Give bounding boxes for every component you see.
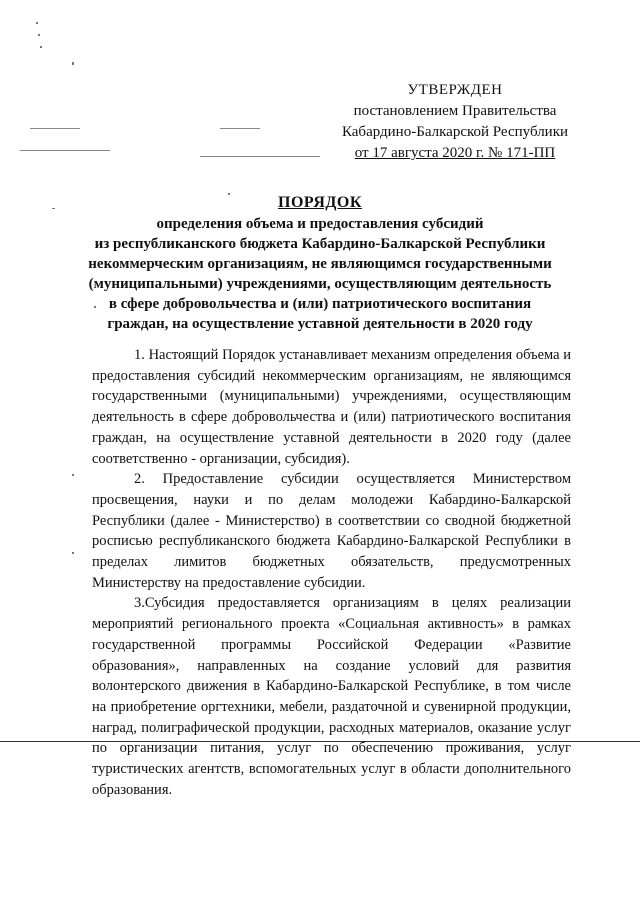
- paragraph: 2. Предоставление субсидии осуществляется Министерством просвещения, науки и по делам молодежи Кабардино-Балкарской Республики (далее - Министерство) в соответствии со сводной бюджетной росписью республиканского бюджета Кабардино-Балкарской Республики в пределах лимитов бюджетных обязательств, предусмотренных Министерству на предоставление субсидии.: [92, 471, 571, 591]
- scan-speck: [36, 22, 38, 24]
- scan-speck: [72, 474, 74, 476]
- paragraph: 3.Субсидия предоставляется организациям в целях реализации мероприятий регионального проекта «Социальная активность» в рамках государственной программы Российской Федерации «Развитие образования», направленных на создание условий для развития волонтерского движения в Кабардино-Балкарской Республике, в том числе на приобретение оргтехники, мебели, раздаточной и сувенирной продукции, наград, полиграфической продукции, расходных материалов, оказание услуг по организации питания, услуг по обеспечению проживания, услуг туристических агентств, вспомогательных услуг в области дополнительного образования.: [92, 595, 571, 798]
- document-title: [70, 193, 570, 334]
- scan-dash: [30, 128, 80, 129]
- title-line: в сфере добровольчества и (или) патриотического воспитания: [108, 296, 532, 312]
- paragraph: 1. Настоящий Порядок устанавливает механизм определения объема и предоставления субсидий некоммерческим организациям, не являющимся государственными (муниципальными) учреждениями, осуществляющим деятельность в сфере добровольчества и (или) патриотического воспитания граждан, на осуществление уставной деятельности в 2020 году (далее соответственно - организации, субсидия).: [92, 347, 571, 467]
- approval-date: от 17 августа 2020 г. № 171-ПП: [354, 145, 556, 161]
- scan-speck: [40, 46, 42, 48]
- title-line: из республиканского бюджета Кабардино-Балкарской Республики: [94, 236, 546, 252]
- scan-dash: [220, 128, 260, 129]
- scan-speck: [72, 552, 74, 554]
- title-line: (муниципальными) учреждениями, осуществляющим деятельность: [88, 276, 552, 292]
- title-main: ПОРЯДОК: [278, 194, 362, 211]
- scan-speck: [38, 34, 40, 36]
- approval-line: постановлением Правительства: [353, 103, 557, 119]
- approval-block: [330, 80, 580, 164]
- approval-line: Кабардино-Балкарской Республики: [341, 124, 569, 140]
- approval-heading: УТВЕРЖДЕН: [407, 82, 503, 98]
- scan-dash: [200, 156, 320, 157]
- scan-dash: [20, 150, 110, 151]
- title-line: граждан, на осуществление уставной деятельности в 2020 году: [107, 316, 533, 332]
- title-line: некоммерческим организациям, не являющимся государственными: [88, 256, 552, 272]
- scan-speck: [52, 208, 55, 209]
- document-body: [92, 345, 571, 800]
- title-line: определения объема и предоставления субсидий: [156, 216, 484, 232]
- scan-speck: [72, 62, 74, 65]
